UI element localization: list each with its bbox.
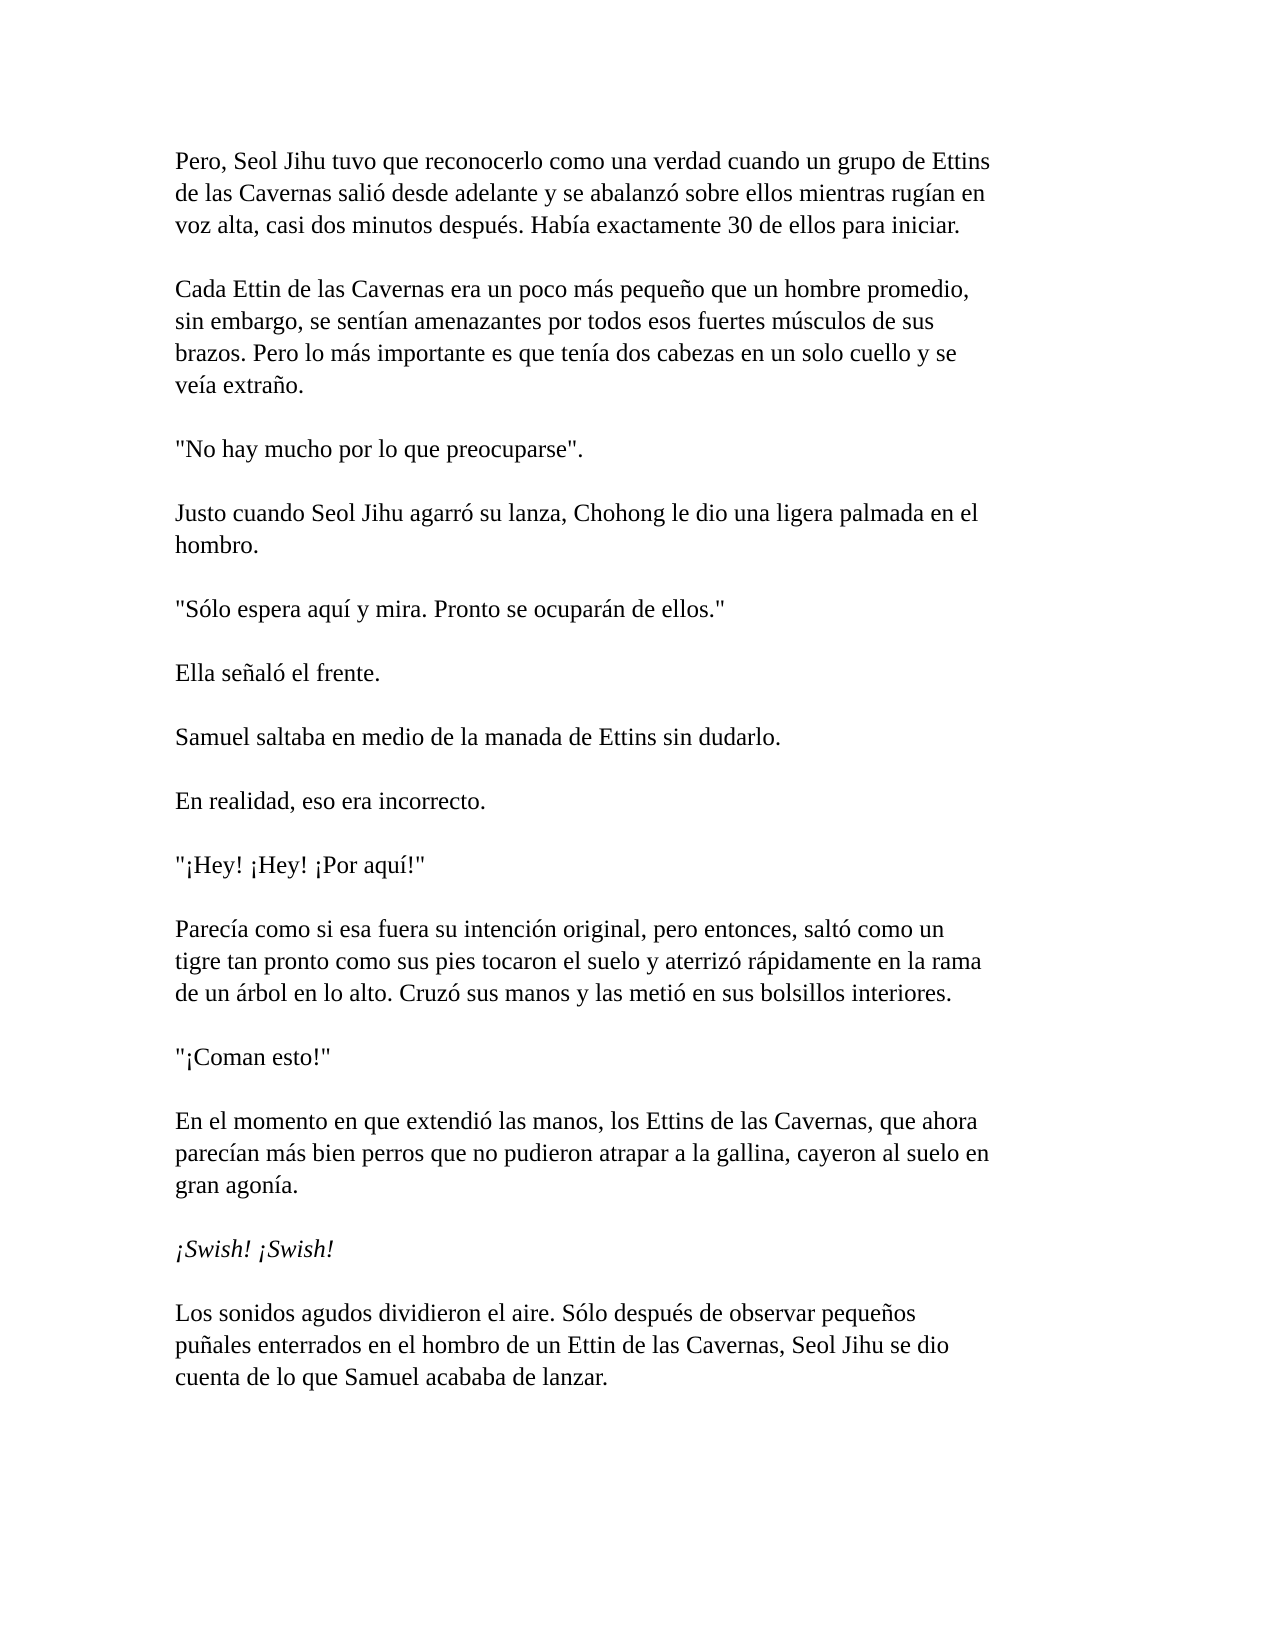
paragraph-14: Los sonidos agudos dividieron el aire. Sólo después de observar pequeños puñales enterrados en el hombro de un Ettin de las Cavernas, Seol Jihu se dio cuenta de lo que Samuel acababa de lanzar. [175, 1300, 950, 1391]
paragraph-6: Ella señaló el frente. [175, 660, 381, 687]
paragraph-11: "¡Coman esto!" [175, 1044, 331, 1071]
paragraph-10: Parecía como si esa fuera su intención original, pero entonces, saltó como un tigre tan pronto como sus pies tocaron el suelo y aterrizó rápidamente en la rama de un árbol en lo alto. Cruzó sus manos y las metió en sus bolsillos interiores. [175, 916, 982, 1007]
paragraph-7: Samuel saltaba en medio de la manada de Ettins sin dudarlo. [175, 724, 782, 751]
paragraph-4: Justo cuando Seol Jihu agarró su lanza, Chohong le dio una ligera palmada en el hombro. [175, 500, 979, 559]
paragraph-8: En realidad, eso era incorrecto. [175, 788, 486, 815]
paragraph-3: "No hay mucho por lo que preocuparse". [175, 436, 584, 463]
paragraph-9: "¡Hey! ¡Hey! ¡Por aquí!" [175, 852, 426, 879]
paragraph-12: En el momento en que extendió las manos, los Ettins de las Cavernas, que ahora parecían más bien perros que no pudieron atrapar a la gallina, cayeron al suelo en gran agonía. [175, 1108, 990, 1199]
paragraph-5: "Sólo espera aquí y mira. Pronto se ocuparán de ellos." [175, 596, 726, 623]
paragraph-1: Pero, Seol Jihu tuvo que reconocerlo como una verdad cuando un grupo de Ettins de las Cavernas salió desde adelante y se abalanzó sobre ellos mientras rugían en voz alta, casi dos minutos después. Había exactamente 30 de ellos para iniciar. [175, 148, 991, 239]
paragraph-2: Cada Ettin de las Cavernas era un poco más pequeño que un hombre promedio, sin embargo, se sentían amenazantes por todos esos fuertes músculos de sus brazos. Pero lo más importante es que tenía dos cabezas en un solo cuello y se veía extraño. [175, 276, 970, 399]
document-body [175, 146, 1105, 1426]
paragraph-13: ¡Swish! ¡Swish! [175, 1236, 335, 1263]
